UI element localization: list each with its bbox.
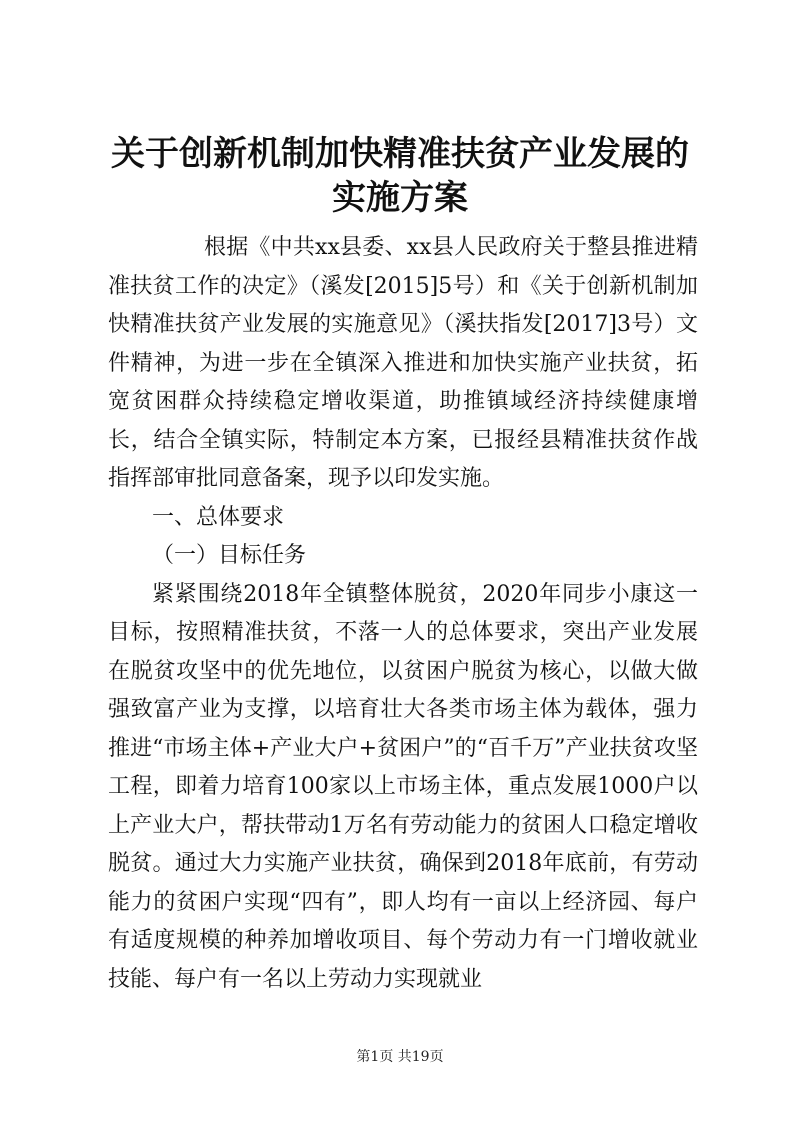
document-body	[108, 229, 698, 999]
document-title: 关于创新机制加快精准扶贫产业发展的实施方案	[111, 134, 689, 218]
intro-paragraph: 根据《中共xx县委、xx县人民政府关于整县推进精准扶贫工作的决定》（溪发[2015]5号）和《关于创新机制加快精准扶贫产业发展的实施意见》（溪扶指发[2017]3号）文件精神，为进一步在全镇深入推进和加快实施产业扶贫，拓宽贫困群众持续稳定增收渠道，助推镇域经济持续健康增长，结合全镇实际，特制定本方案，已报经县精准扶贫作战指挥部审批同意备案，现予以印发实施。	[108, 235, 698, 491]
goals-paragraph: 紧紧围绕2018年全镇整体脱贫，2020年同步小康这一目标，按照精准扶贫，不落一人的总体要求，突出产业发展在脱贫攻坚中的优先地位，以贫困户脱贫为核心，以做大做强致富产业为支撑，以培育壮大各类市场主体为载体，强力推进“市场主体+产业大户+贫困户”的“百千万”产业扶贫攻坚工程，即着力培育100家以上市场主体，重点发展1000户以上产业大户，帮扶带动1万名有劳动能力的贫困人口稳定增收脱贫。通过大力实施产业扶贫，确保到2018年底前，有劳动能力的贫困户实现“四有”，即人均有一亩以上经济园、每户有适度规模的种养加增收项目、每个劳动力有一门增收就业技能、每户有一名以上劳动力实现就业	[108, 581, 698, 992]
subsection-heading-goals-tasks: （一）目标任务	[152, 543, 307, 568]
section-heading-general-requirements: 一、总体要求	[152, 504, 285, 530]
page-number-footer: 第1页 共19页	[356, 1049, 444, 1065]
